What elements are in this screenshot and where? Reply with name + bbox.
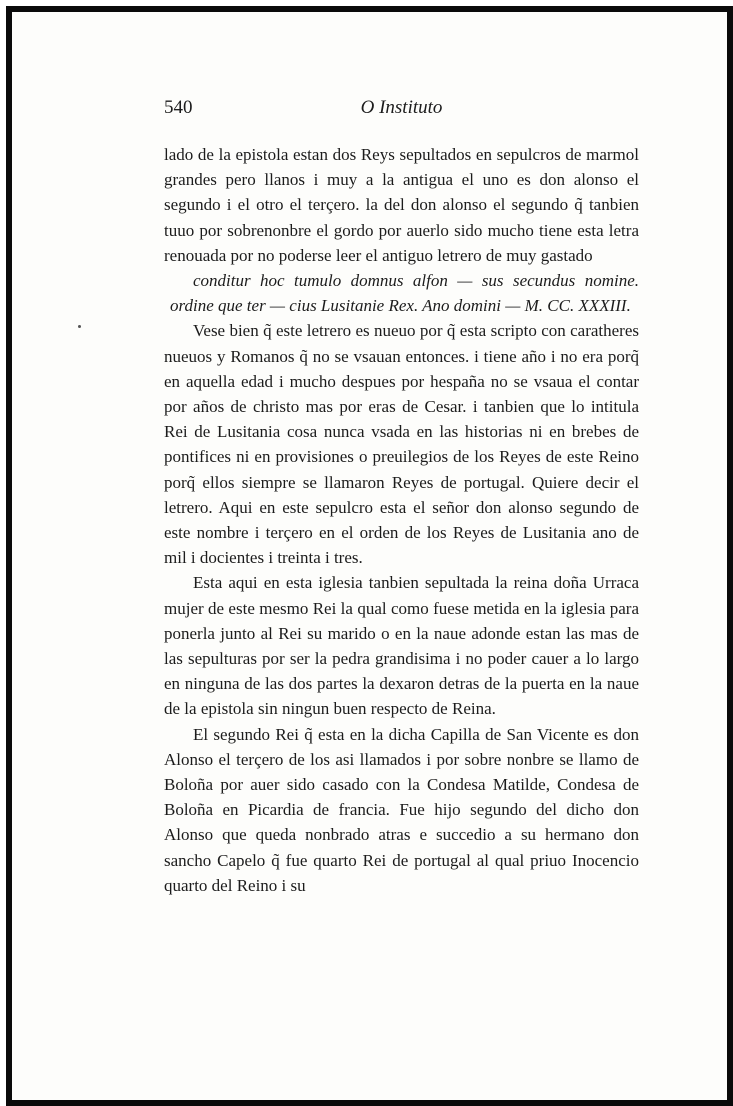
page-number: 540	[164, 97, 193, 118]
paragraph-tombs-intro: lado de la epistola estan dos Reys sepultados en sepulcros de marmol grandes pero llanos i muy a la antigua el uno es don alonso el segundo i el otro el terçero. la del don alonso el segundo q̃ tanbien tuuo por sobrenonbre el gordo por auerlo sido mucho tiene esta letra renouada por no poderse leer el antiguo letrero de muy gastado	[164, 145, 639, 265]
page-header	[164, 97, 639, 123]
paragraph-queen-urraca: Esta aqui en esta iglesia tanbien sepultada la reina doña Urraca mujer de este mesmo Rei la qual como fuese metida en la iglesia para ponerla junto al Rei su marido o en la naue adonde estan las mas de las sepulturas por ser la pedra grandisima i no poder cauer a lo largo en ninguna de las dos partes la dexaron detras de la puerta en la naue de la epistola sin ningun buen respecto de Reina.	[164, 573, 639, 719]
page-frame	[6, 6, 733, 1106]
margin-mark	[78, 325, 81, 328]
body-text	[164, 142, 639, 898]
running-title: O Instituto	[360, 97, 443, 118]
paragraph-alonso-tercero: El segundo Rei q̃ esta en la dicha Capilla de San Vicente es don Alonso el terçero de los asi llamados i por sobre nonbre se llamo de Boloña por auer sido casado con la Condesa Matilde, Condesa de Boloña en Picardia de francia. Fue hijo segundo del dicho don Alonso que queda nonbrado atras e succedio a su hermano don sancho Capelo q̃ fue quarto Rei de portugal al qual priuo Inocencio quarto del Reino i su	[164, 724, 639, 895]
paragraph-inscription-commentary: Vese bien q̃ este letrero es nueuo por q̃ esta scripto con caratheres nueuos y Romanos q̃ no se vsauan entonces. i tiene año i no era porq̃ en aquella edad i mucho despues por hespaña no se vsaua el contar por años de christo mas por eras de Cesar. i tanbien que lo intitula Rei de Lusitania cosa nunca vsada en las historias ni en brebes de pontifices ni en provisiones o preuilegios de los Reyes de este Reino porq̃ ellos siempre se llamaron Reyes de portugal. Quiere decir el letrero. Aqui en este sepulcro esta el señor don alonso segundo de este nombre i terçero en el orden de los Reyes de Lusitania ano de mil i docientes i treinta i tres.	[164, 321, 639, 568]
latin-inscription: conditur hoc tumulo domnus alfon — sus secundus nomine. ordine que ter — cius Lusitanie Rex. Ano domini — M. CC. XXXIII.	[170, 271, 639, 316]
